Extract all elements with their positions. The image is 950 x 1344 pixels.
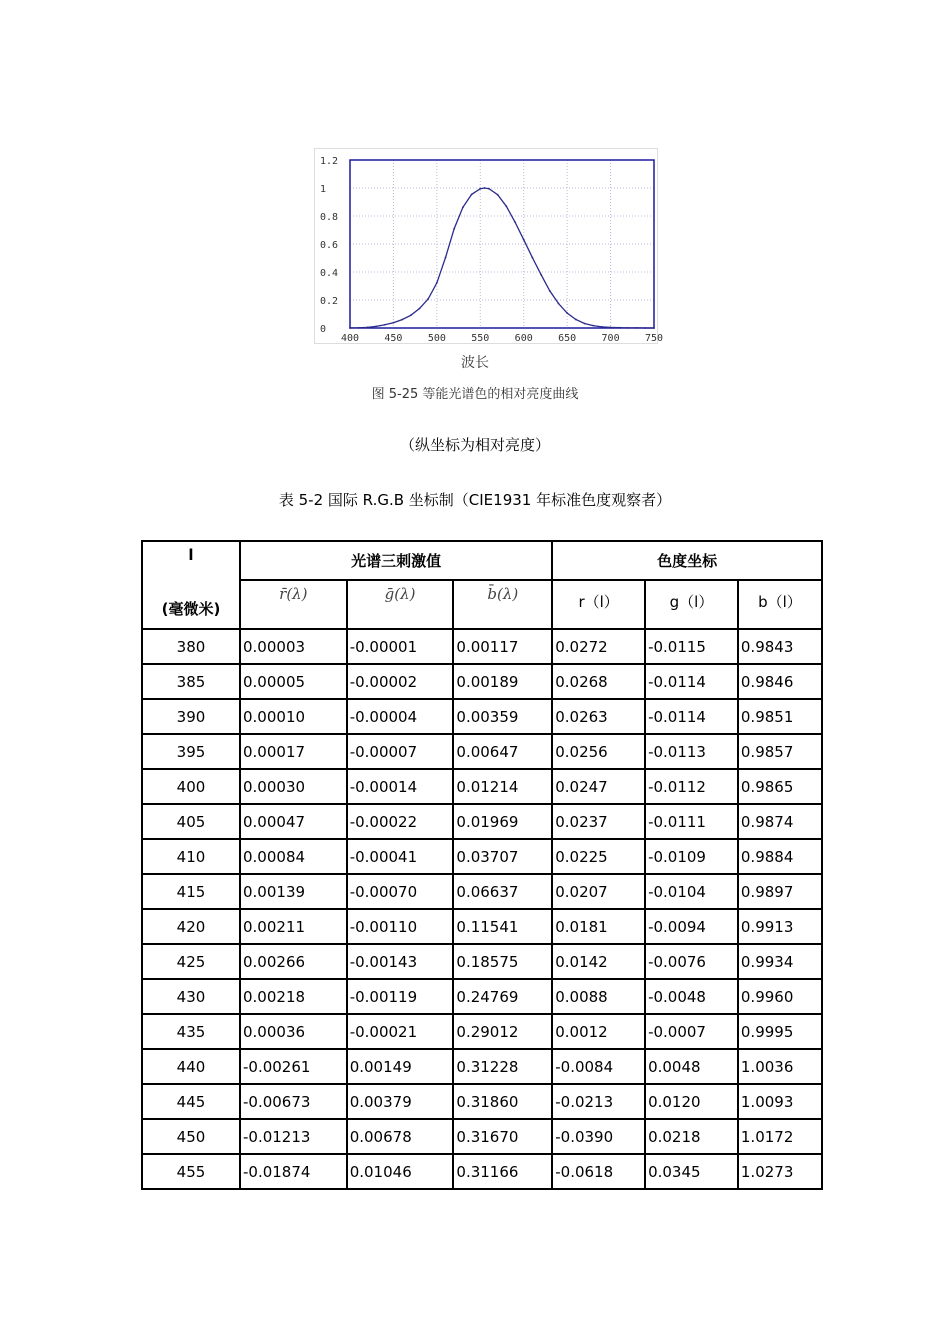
wavelength-header xyxy=(143,542,241,630)
wavelength-cell: 440 xyxy=(143,1050,241,1085)
wavelength-cell: 455 xyxy=(143,1155,241,1188)
x-tick-label: 550 xyxy=(471,333,490,344)
y-tick-label: 0.2 xyxy=(320,296,339,307)
value-cell: 0.31166 xyxy=(454,1155,553,1188)
data-point xyxy=(505,205,507,207)
value-cell: 0.0272 xyxy=(553,630,646,665)
value-cell: -0.0213 xyxy=(553,1085,646,1120)
data-point xyxy=(653,327,655,329)
table-row xyxy=(143,980,821,1015)
data-point xyxy=(549,290,551,292)
table-row xyxy=(143,665,821,700)
value-cell: -0.0094 xyxy=(646,910,739,945)
value-cell: -0.00021 xyxy=(348,1015,455,1050)
data-point xyxy=(575,319,577,321)
value-cell: 0.0120 xyxy=(646,1085,739,1120)
wavelength-header-symbol: l xyxy=(188,546,194,564)
data-point xyxy=(427,298,429,300)
data-point xyxy=(540,274,542,276)
data-point xyxy=(523,239,525,241)
data-point xyxy=(636,327,638,329)
value-cell: 0.0048 xyxy=(646,1050,739,1085)
value-cell: 0.0088 xyxy=(553,980,646,1015)
wavelength-cell: 395 xyxy=(143,735,241,770)
x-tick-label: 600 xyxy=(514,333,533,344)
data-point xyxy=(384,324,386,326)
data-point xyxy=(349,327,351,329)
y-tick-label: 0.8 xyxy=(320,212,339,223)
y-tick-label: 0.4 xyxy=(320,268,339,279)
data-point xyxy=(601,326,603,328)
luminosity-chart xyxy=(314,148,664,344)
value-cell: 0.00359 xyxy=(454,700,553,735)
value-cell: 0.00047 xyxy=(241,805,348,840)
value-cell: -0.00002 xyxy=(348,665,455,700)
table-row xyxy=(143,840,821,875)
data-point xyxy=(627,327,629,329)
value-cell: 0.06637 xyxy=(454,875,553,910)
table-row xyxy=(143,735,821,770)
table-header-row-2 xyxy=(143,581,821,631)
value-cell: 0.00379 xyxy=(348,1085,455,1120)
y-tick-label: 1 xyxy=(320,184,327,195)
value-cell: -0.00143 xyxy=(348,945,455,980)
value-cell: 0.01214 xyxy=(454,770,553,805)
value-cell: 0.03707 xyxy=(454,840,553,875)
wavelength-cell: 435 xyxy=(143,1015,241,1050)
value-cell: 0.0256 xyxy=(553,735,646,770)
chromaticity-group-header: 色度坐标 xyxy=(553,542,821,581)
data-point xyxy=(462,206,464,208)
data-point xyxy=(484,187,486,189)
wavelength-cell: 425 xyxy=(143,945,241,980)
value-cell: 0.31860 xyxy=(454,1085,553,1120)
data-point xyxy=(497,194,499,196)
value-cell: 0.9960 xyxy=(739,980,821,1015)
value-cell: 0.01969 xyxy=(454,805,553,840)
data-point xyxy=(445,257,447,259)
value-cell: 0.00678 xyxy=(348,1120,455,1155)
wavelength-cell: 390 xyxy=(143,700,241,735)
wavelength-cell: 410 xyxy=(143,840,241,875)
table-row xyxy=(143,1015,821,1050)
table-row xyxy=(143,1155,821,1188)
data-point xyxy=(436,282,438,284)
table-row xyxy=(143,770,821,805)
value-cell: 0.0247 xyxy=(553,770,646,805)
data-point xyxy=(471,194,473,196)
cie-rgb-table xyxy=(141,540,823,1190)
value-cell: -0.00014 xyxy=(348,770,455,805)
r-bar-header: r̄(λ) xyxy=(241,581,348,631)
value-cell: 0.9857 xyxy=(739,735,821,770)
wavelength-cell: 385 xyxy=(143,665,241,700)
data-point xyxy=(410,314,412,316)
value-cell: -0.00007 xyxy=(348,735,455,770)
value-cell: 0.0142 xyxy=(553,945,646,980)
value-cell: -0.0007 xyxy=(646,1015,739,1050)
data-point xyxy=(592,325,594,327)
value-cell: 1.0036 xyxy=(739,1050,821,1085)
x-tick-label: 450 xyxy=(384,333,403,344)
value-cell: -0.0618 xyxy=(553,1155,646,1188)
value-cell: 0.11541 xyxy=(454,910,553,945)
luminosity-chart-svg xyxy=(314,148,664,344)
value-cell: 0.00010 xyxy=(241,700,348,735)
value-cell: 0.0225 xyxy=(553,840,646,875)
value-cell: -0.00110 xyxy=(348,910,455,945)
tristimulus-group-header: 光谱三刺激值 xyxy=(241,542,553,581)
wavelength-cell: 450 xyxy=(143,1120,241,1155)
data-point xyxy=(558,303,560,305)
value-cell: -0.0104 xyxy=(646,875,739,910)
wavelength-cell: 405 xyxy=(143,805,241,840)
chart-note: （纵坐标为相对亮度） xyxy=(399,436,550,454)
chart-frame xyxy=(315,149,658,344)
value-cell: -0.00001 xyxy=(348,630,455,665)
x-tick-label: 500 xyxy=(427,333,446,344)
value-cell: 1.0093 xyxy=(739,1085,821,1120)
value-cell: 0.9913 xyxy=(739,910,821,945)
value-cell: 0.18575 xyxy=(454,945,553,980)
value-cell: -0.0111 xyxy=(646,805,739,840)
value-cell: 0.00084 xyxy=(241,840,348,875)
value-cell: 0.00647 xyxy=(454,735,553,770)
value-cell: 0.0181 xyxy=(553,910,646,945)
data-point xyxy=(453,228,455,230)
table-row xyxy=(143,1050,821,1085)
data-point xyxy=(479,188,481,190)
value-cell: -0.0076 xyxy=(646,945,739,980)
value-cell: 0.9846 xyxy=(739,665,821,700)
table-body xyxy=(143,630,821,1188)
table-row xyxy=(143,805,821,840)
value-cell: -0.01874 xyxy=(241,1155,348,1188)
wavelength-header-unit: (毫微米) xyxy=(161,600,221,618)
value-cell: 0.00030 xyxy=(241,770,348,805)
wavelength-cell: 400 xyxy=(143,770,241,805)
data-point xyxy=(532,257,534,259)
value-cell: 0.24769 xyxy=(454,980,553,1015)
value-cell: -0.0109 xyxy=(646,840,739,875)
value-cell: -0.00070 xyxy=(348,875,455,910)
data-point xyxy=(358,327,360,329)
table-header-row-1 xyxy=(143,542,821,581)
value-cell: -0.0114 xyxy=(646,700,739,735)
value-cell: 0.9897 xyxy=(739,875,821,910)
value-cell: 0.00189 xyxy=(454,665,553,700)
value-cell: 0.9934 xyxy=(739,945,821,980)
r-coord-header: r（l） xyxy=(553,581,646,631)
value-cell: 0.00266 xyxy=(241,945,348,980)
x-tick-label: 400 xyxy=(340,333,360,344)
wavelength-cell: 380 xyxy=(143,630,241,665)
table-row xyxy=(143,630,821,665)
data-point xyxy=(366,327,368,329)
y-tick-label: 0 xyxy=(320,324,327,335)
wavelength-cell: 415 xyxy=(143,875,241,910)
value-cell: -0.0390 xyxy=(553,1120,646,1155)
value-cell: 0.9851 xyxy=(739,700,821,735)
g-coord-header: g（l） xyxy=(646,581,739,631)
value-cell: 0.9884 xyxy=(739,840,821,875)
chart-x-axis-label: 波长 xyxy=(461,355,489,371)
value-cell: -0.0084 xyxy=(553,1050,646,1085)
y-tick-label: 0.6 xyxy=(320,240,339,251)
value-cell: 0.00036 xyxy=(241,1015,348,1050)
value-cell: 0.00139 xyxy=(241,875,348,910)
x-tick-label: 750 xyxy=(644,333,664,344)
b-bar-header: b̄(λ) xyxy=(454,581,553,631)
figure-caption: 图 5-25 等能光谱色的相对亮度曲线 xyxy=(371,387,579,402)
data-point xyxy=(566,312,568,314)
value-cell: 0.0345 xyxy=(646,1155,739,1188)
value-cell: -0.0115 xyxy=(646,630,739,665)
luminosity-curve xyxy=(350,188,654,328)
value-cell: -0.00041 xyxy=(348,840,455,875)
value-cell: 0.00149 xyxy=(348,1050,455,1085)
value-cell: -0.00119 xyxy=(348,980,455,1015)
data-point xyxy=(393,322,395,324)
data-point xyxy=(401,319,403,321)
value-cell: 0.9865 xyxy=(739,770,821,805)
data-point xyxy=(514,221,516,223)
value-cell: -0.0114 xyxy=(646,665,739,700)
value-cell: 0.29012 xyxy=(454,1015,553,1050)
value-cell: 0.00211 xyxy=(241,910,348,945)
table-row xyxy=(143,945,821,980)
value-cell: 0.00003 xyxy=(241,630,348,665)
value-cell: 0.00017 xyxy=(241,735,348,770)
table-row xyxy=(143,875,821,910)
g-bar-header: ḡ(λ) xyxy=(348,581,455,631)
value-cell: 1.0273 xyxy=(740,1162,794,1181)
wavelength-cell: 420 xyxy=(143,910,241,945)
data-point xyxy=(375,325,377,327)
table-row xyxy=(143,1085,821,1120)
value-cell: 0.31670 xyxy=(454,1120,553,1155)
wavelength-cell: 445 xyxy=(143,1085,241,1120)
value-cell: 0.01046 xyxy=(348,1155,455,1188)
data-point xyxy=(419,308,421,310)
wavelength-cell: 430 xyxy=(143,980,241,1015)
value-cell: 0.0263 xyxy=(553,700,646,735)
value-cell: 0.31228 xyxy=(454,1050,553,1085)
value-cell: -0.01213 xyxy=(241,1120,348,1155)
value-cell: 1.0172 xyxy=(739,1120,821,1155)
value-cell: 0.9874 xyxy=(739,805,821,840)
data-point xyxy=(644,327,646,329)
value-cell: 0.9995 xyxy=(739,1015,821,1050)
value-cell: -0.00673 xyxy=(241,1085,348,1120)
value-cell: 0.00117 xyxy=(454,630,553,665)
value-cell: -0.0048 xyxy=(646,980,739,1015)
value-cell: 0.0012 xyxy=(553,1015,646,1050)
table-row xyxy=(143,910,821,945)
table-row xyxy=(143,700,821,735)
b-coord-header: b（l） xyxy=(739,581,821,631)
value-cell: -0.00261 xyxy=(241,1050,348,1085)
table-row xyxy=(143,1120,821,1155)
value-cell: 0.00005 xyxy=(241,665,348,700)
value-cell: -0.0112 xyxy=(646,770,739,805)
value-cell: 0.00218 xyxy=(241,980,348,1015)
data-point xyxy=(618,327,620,329)
value-cell: 0.0218 xyxy=(646,1120,739,1155)
value-cell: 0.0237 xyxy=(553,805,646,840)
value-cell: 0.0207 xyxy=(553,875,646,910)
value-cell: -0.00022 xyxy=(348,805,455,840)
data-point xyxy=(584,323,586,325)
table-title: 表 5-2 国际 R.G.B 坐标制（CIE1931 年标准色度观察者） xyxy=(278,491,672,509)
value-cell: -0.00004 xyxy=(348,700,455,735)
value-cell: -0.0113 xyxy=(646,735,739,770)
y-tick-label: 1.2 xyxy=(320,156,339,167)
value-cell: 0.0268 xyxy=(553,665,646,700)
x-tick-label: 650 xyxy=(558,333,577,344)
data-point xyxy=(610,327,612,329)
data-point xyxy=(488,188,490,190)
x-tick-label: 700 xyxy=(601,333,620,344)
value-cell: 0.9843 xyxy=(739,630,821,665)
